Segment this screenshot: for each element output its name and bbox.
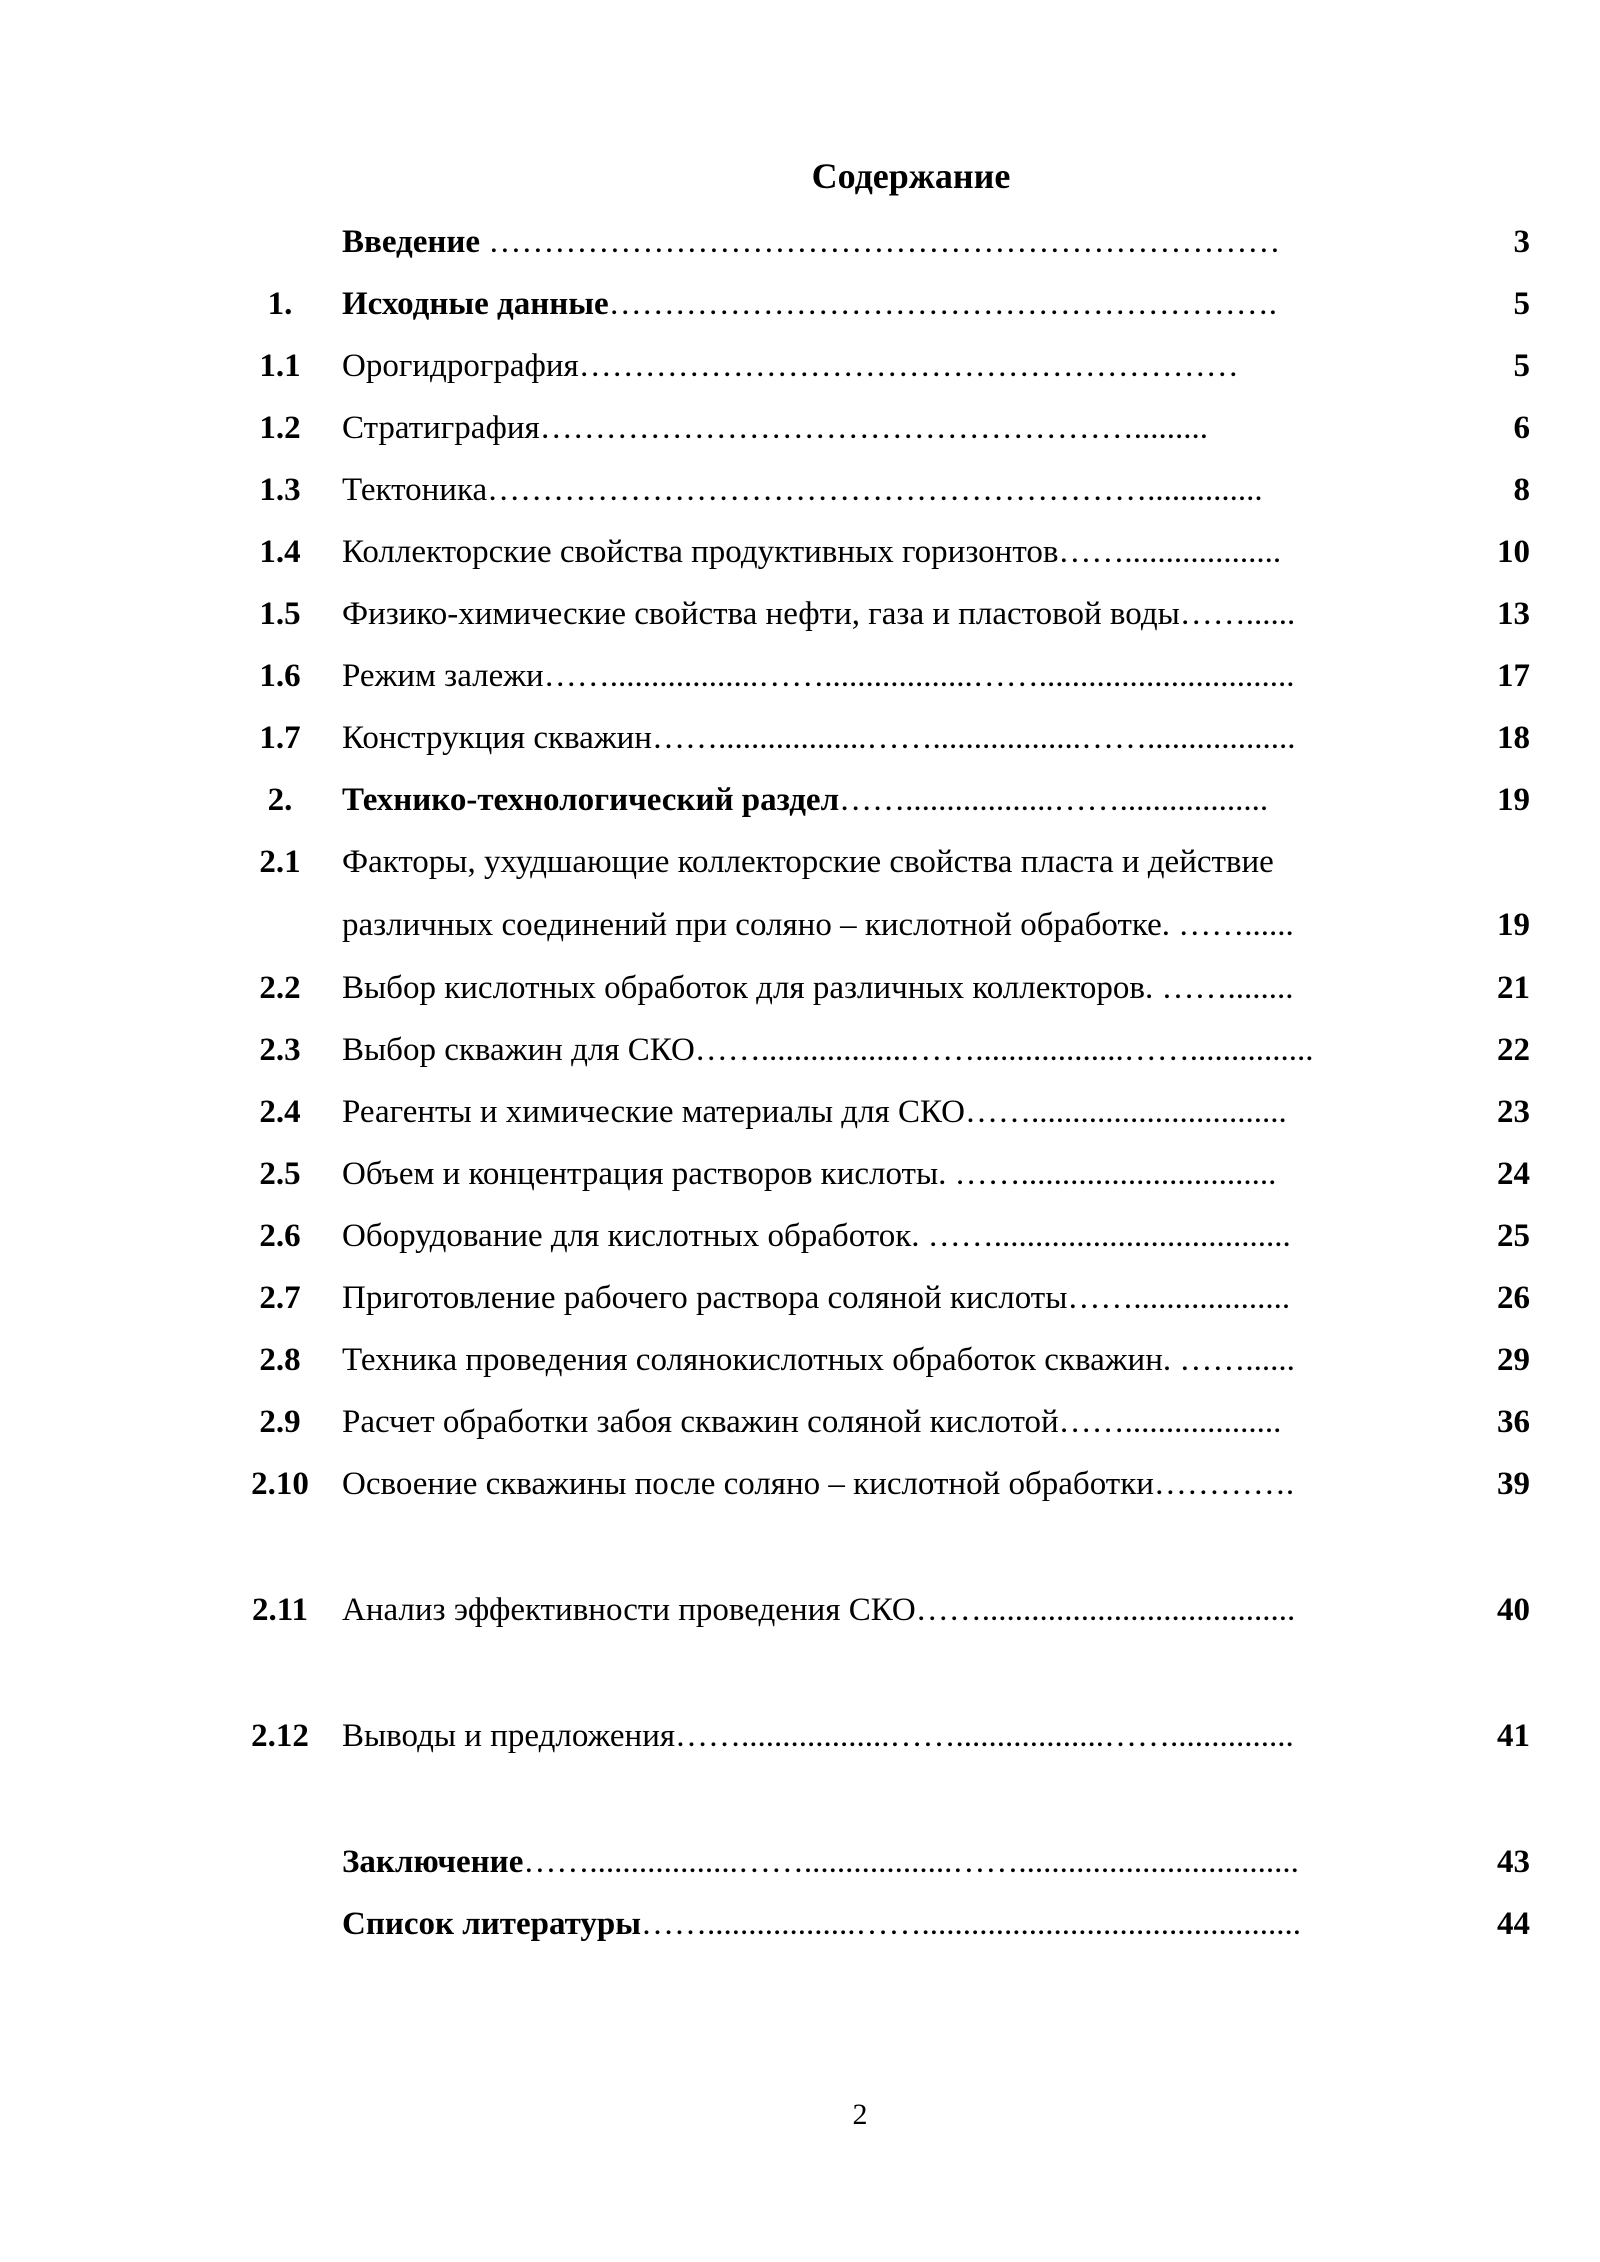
toc-entry-number: 2.9 [259,1404,301,1440]
toc-entry-page: 10 [1497,534,1530,570]
toc-entry-page: 6 [1513,410,1530,446]
toc-entry-number: 2.4 [259,1094,301,1130]
toc-entry-page: 8 [1513,472,1530,508]
toc-leader-dots: ……..................……..................……............... [675,1718,1294,1754]
toc-entry-title: Тектоника [342,472,488,508]
toc-entry [230,273,1530,335]
toc-entry-number: 2.8 [259,1342,301,1378]
toc-entry-number: 1.7 [259,720,301,756]
toc-entry [230,211,1530,273]
toc-entry [230,1579,1530,1705]
toc-entry-title: Техника проведения солянокислотных обработок скважин. [342,1342,1180,1378]
toc-entry-number: 2.6 [259,1218,301,1254]
toc-leader-dots: …………………………………………………….............. [487,472,1263,508]
toc-entry-page: 29 [1497,1342,1530,1378]
toc-entry-page: 24 [1497,1156,1530,1192]
toc-entry-title: Выводы и предложения [342,1718,676,1754]
toc-entry-title: Исходные данные [342,286,609,322]
toc-entry-page: 41 [1497,1718,1530,1754]
toc-entry-text [342,459,1402,521]
toc-entry-page: 18 [1497,720,1530,756]
toc-entry-number: 1.1 [259,348,301,384]
toc-entry [230,707,1530,769]
toc-leader-dots: …………………………………………………… [578,348,1239,384]
toc-entry-text [342,1267,1402,1329]
toc-entry [230,645,1530,707]
toc-entry-page: 17 [1497,658,1530,694]
toc-entry-page: 5 [1513,286,1530,322]
toc-leader-dots: ……...... [1179,596,1296,632]
toc-leader-dots: ……................... [1058,1404,1282,1440]
toc-entry-text [342,1453,1402,1515]
page-number: 2 [852,2098,868,2131]
toc-entry [230,583,1530,645]
toc-entry-page: 25 [1497,1218,1530,1254]
toc-entry-title: Анализ эффективности проведения СКО [342,1592,916,1628]
toc-entry [230,1267,1530,1329]
toc-entry-text [342,1019,1402,1081]
toc-entry-number: 2. [267,782,293,818]
toc-entry-number: 2.3 [259,1032,301,1068]
toc-entry [230,831,1530,957]
toc-entry-title: Факторы, ухудшающие коллекторские свойства пласта и действие различных соединений при соляно – кислотной обработке. [342,844,1274,943]
toc-entry-title: Выбор скважин для СКО [342,1032,695,1068]
toc-entry-text [342,957,1402,1019]
toc-entry-number: 1.6 [259,658,301,694]
toc-leader-dots: ……..................……..................…….................................. [523,1844,1299,1880]
toc-entry [230,957,1530,1019]
toc-entry [230,1831,1530,1893]
toc-entry-text [342,211,1402,273]
toc-entry-number: 1. [267,286,293,322]
toc-entry [230,1893,1530,1955]
toc-entry-text [342,707,1402,769]
toc-entry-number: 2.11 [252,1592,308,1628]
toc-entry-text [342,273,1402,335]
toc-entry [230,1329,1530,1391]
toc-leader-dots: ……..................……..................……............... [694,1032,1314,1068]
toc-entry-page: 19 [1497,907,1530,943]
toc-leader-dots: ……..................…….................. [839,782,1269,818]
toc-entry-page: 23 [1497,1094,1530,1130]
toc-entry [230,1453,1530,1579]
toc-entry-number: 2.5 [259,1156,301,1192]
toc-entry [230,769,1530,831]
toc-entry-page: 21 [1497,970,1530,1006]
toc-leader-dots: ……............................... [954,1156,1277,1192]
toc-entry-number: 1.2 [259,410,301,446]
toc-entry-title: Приготовление рабочего раствора соляной кислоты [342,1280,1068,1316]
toc-entry-page: 39 [1497,1466,1530,1502]
toc-entry [230,459,1530,521]
toc-leader-dots: ……...................................... [915,1592,1296,1628]
toc-entry-text [342,397,1402,459]
toc-entry-page: 36 [1497,1404,1530,1440]
toc-entry-title: Введение [342,224,481,260]
toc-leader-dots: ……...... [1179,1342,1295,1378]
toc-leader-dots: ……................... [1067,1280,1291,1316]
toc-entry-number: 2.2 [259,970,301,1006]
toc-entry-text [342,1831,1402,1893]
toc-entry-title: Физико-химические свойства нефти, газа и пластовой воды [342,596,1180,632]
toc-entry-number: 1.3 [259,472,301,508]
toc-entry-text [342,335,1402,397]
toc-entry-number: 2.1 [259,844,301,880]
toc-entry-title: Оборудование для кислотных обработок. [342,1218,928,1254]
toc-entry-title: Орогидрография [342,348,579,384]
table-of-contents [230,211,1530,1955]
toc-leader-dots: ……..................……..................……............................... [543,658,1295,694]
toc-entry-title: Конструкция скважин [342,720,652,756]
toc-entry-text [342,769,1402,831]
toc-leader-dots: …….................................... [927,1218,1291,1254]
toc-leader-dots: ……..................……..................…….................. [651,720,1296,756]
toc-entry-title: Технико-технологический раздел [342,782,840,818]
toc-entry [230,1019,1530,1081]
page-title: Содержание [811,156,1011,196]
toc-entry-page: 40 [1497,1592,1530,1628]
toc-entry-number: 1.4 [259,534,301,570]
toc-entry [230,1205,1530,1267]
toc-leader-dots: …………. [1153,1466,1295,1502]
toc-entry-text [342,521,1402,583]
toc-entry-title: Режим залежи [342,658,544,694]
toc-entry-page: 22 [1497,1032,1530,1068]
toc-entry-text [342,1705,1402,1767]
toc-entry-text [342,1081,1402,1143]
toc-entry [230,1705,1530,1831]
toc-entry [230,1143,1530,1205]
toc-entry-text [342,1391,1402,1453]
toc-leader-dots: ……........ [1161,970,1294,1006]
toc-entry-title: Реагенты и химические материалы для СКО [342,1094,966,1130]
toc-entry-page: 26 [1497,1280,1530,1316]
toc-entry-title: Расчет обработки забоя скважин соляной кислотой [342,1404,1059,1440]
toc-entry-text [342,1579,1402,1641]
toc-entry [230,397,1530,459]
toc-entry-title: Объем и концентрация растворов кислоты. [342,1156,955,1192]
toc-entry-text [342,1143,1402,1205]
toc-entry-title: Список литературы [342,1906,642,1942]
toc-entry [230,1081,1530,1143]
toc-entry-title: Заключение [342,1844,524,1880]
toc-entry-number: 1.5 [259,596,301,632]
toc-entry-text [342,583,1402,645]
toc-leader-dots: ……………………………………………………. [608,286,1277,322]
toc-entry-page: 3 [1513,224,1530,260]
toc-entry-number: 2.10 [251,1466,309,1502]
toc-entry-page: 43 [1497,1844,1530,1880]
toc-entry-page: 19 [1497,782,1530,818]
toc-leader-dots: ……................... [1058,534,1282,570]
toc-entry [230,521,1530,583]
toc-leader-dots: ……..................…….............................................. [641,1906,1302,1942]
toc-entry-number: 2.7 [259,1280,301,1316]
toc-leader-dots: ……............................... [965,1094,1287,1130]
toc-entry-text [342,1893,1402,1955]
toc-entry [230,335,1530,397]
toc-entry-text [342,1205,1402,1267]
toc-entry-title: Выбор кислотных обработок для различных коллекторов. [342,970,1162,1006]
toc-entry-title: Освоение скважины после соляно – кислотной обработки [342,1466,1154,1502]
toc-entry-page: 44 [1497,1906,1530,1942]
toc-leader-dots: ……………………………………………………………… [480,224,1281,260]
toc-leader-dots: ………………………………………………......... [539,410,1208,446]
toc-leader-dots: ……...... [1178,907,1294,943]
toc-entry-page: 13 [1497,596,1530,632]
toc-entry [230,1391,1530,1453]
toc-entry-title: Стратиграфия [342,410,540,446]
toc-entry-page: 5 [1513,348,1530,384]
toc-entry-title: Коллекторские свойства продуктивных горизонтов [342,534,1059,570]
toc-entry-text [342,831,1402,957]
toc-entry-text [342,1329,1402,1391]
toc-entry-text [342,645,1402,707]
toc-entry-number: 2.12 [251,1718,309,1754]
